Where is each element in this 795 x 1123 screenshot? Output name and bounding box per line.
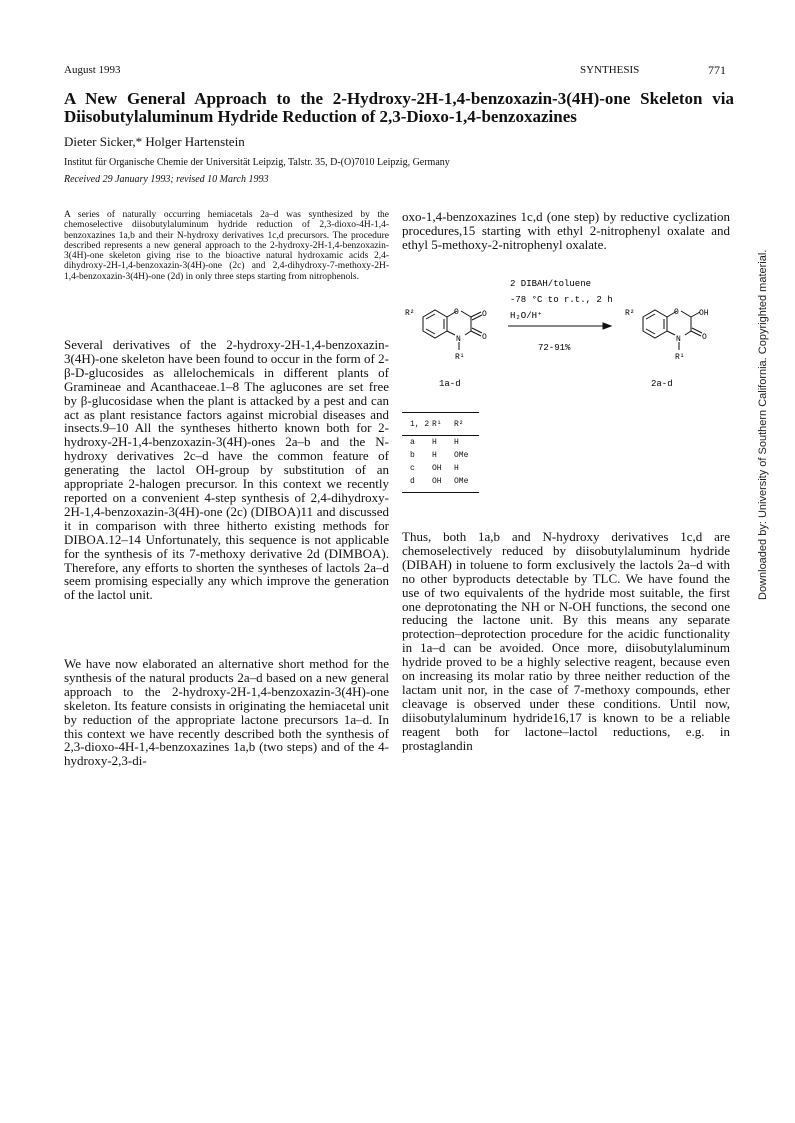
page-number: 771 — [708, 63, 726, 77]
table-cell: H — [454, 438, 459, 447]
table-row — [402, 436, 479, 449]
table-cell: H — [432, 451, 437, 460]
table-cell: OMe — [454, 477, 469, 486]
paragraph: Thus, both 1a,b and N-hydroxy derivatives 1c,d are chemoselectively reduced by diisobutylaluminum hydride (DIBAH) in toluene to form exclusively the lactols 2a–d with no other byproducts detectable by TLC. We have found the use of two equivalents of the hydride most suitable, the first one deprotonating the NH or N-OH functions, the second one reducing the lactone unit. By this means any separate protection–deprotection procedure for the acidic functionality in 1a–d can be avoided. Once more, diisobutylaluminum hydride proved to be a highly selective reagent, because even on increasing its molar ratio by three neither reduction of the lactam unit nor, in the case of 7-methoxy compounds, ether cleavage is observed under these conditions. Until now, diisobutylaluminum hydride16,17 is known to be a reliable reagent both for lactone–lactol reductions, e.g. in prostaglandin — [402, 529, 730, 753]
body-right-bottom — [402, 530, 730, 753]
table-cell: OH — [432, 477, 442, 486]
table-cell: a — [410, 438, 415, 447]
table-header-row — [402, 413, 479, 435]
table-cell: c — [410, 464, 415, 473]
r1-label-product: R¹ — [675, 353, 685, 362]
header-date: August 1993 — [64, 64, 121, 76]
header-journal: SYNTHESIS — [580, 64, 640, 76]
download-watermark-text: Downloaded by: University of Southern California. Copyrighted material. — [757, 249, 769, 600]
paragraph: oxo-1,4-benzoxazines 1c,d (one step) by reductive cyclization procedures,15 starting with ethyl 2-nitrophenyl oxalate and ethyl 5-methoxy-2-nitrophenyl oxalate. — [402, 209, 730, 252]
start-compound-label: 1a-d — [439, 379, 461, 389]
workup-text: H₂O/H⁺ — [510, 311, 543, 321]
carbonyl-oxygen-label: O — [482, 333, 487, 342]
table-row — [402, 449, 479, 462]
oxygen-label: O — [454, 308, 459, 317]
carbonyl-oxygen-label: O — [702, 333, 707, 342]
table-header-cell: 1, 2 — [410, 419, 430, 429]
reagent-text: 2 DIBAH/toluene — [510, 279, 592, 289]
table-cell: H — [454, 464, 459, 473]
table-cell: OH — [432, 464, 442, 473]
table-header-cell: R¹ — [432, 419, 442, 429]
body-right-top — [402, 210, 730, 252]
table-cell: d — [410, 477, 415, 486]
table-row — [402, 462, 479, 475]
abstract-text: A series of naturally occurring hemiacetals 2a–d was synthesized by the chemoselective diisobutylaluminum hydride reduction of 2,3-dioxo-4H-1,4-benzoxazines 1a,b and their N-hydroxy derivatives 1c,d precursors. The procedure described represents a new general approach to the 2-hydroxy-2H-1,4-benzoxazin-3(4H)-one skeleton giving rise to the bioactive natural hydroxamic acids 2,4-dihydroxy-2H-1,4-benzoxazin-3(4H)-one (2c) and 2,4-dihydroxy-7-methoxy-2H-1,4-benzoxazin-3(4H)-one (2d) in only three steps starting from nitrophenols. — [64, 210, 389, 282]
r2-label-product: R² — [625, 309, 635, 318]
authors: Dieter Sicker,* Holger Hartenstein — [64, 134, 245, 149]
abstract — [64, 210, 389, 282]
body-left-para-2 — [64, 657, 389, 768]
benzoxazine-dione-structure — [423, 310, 482, 350]
table-cell: OMe — [454, 451, 469, 460]
article-title: A New General Approach to the 2-Hydroxy-2H-1,4-benzoxazin-3(4H)-one Skeleton via Diisobutylaluminum Hydride Reduction of 2,3-Dioxo-1,4-benzoxazines — [64, 89, 734, 126]
paragraph: We have now elaborated an alternative short method for the synthesis of the natural products 2a–d based on a new general approach to the 2-hydroxy-2H-1,4-benzoxazin-3(4H)-one skeleton. Its feature consists in originating the hemiacetal unit by reduction of the appropriate lactone precursors 1a–d. In this context we have recently described both the synthesis of 2,3-dioxo-4H-1,4-benzoxazines 1a,b (two steps) and of the 4-hydroxy-2,3-di- — [64, 656, 389, 769]
conditions-text: -78 °C to r.t., 2 h — [510, 295, 613, 305]
table-header-cell: R² — [454, 419, 464, 429]
table-rule-bottom — [402, 492, 479, 493]
table-cell: b — [410, 451, 415, 460]
carbonyl-oxygen-label: O — [482, 310, 487, 319]
paragraph: Several derivatives of the 2-hydroxy-2H-1,4-benzoxazin-3(4H)-one skeleton have been found to occur in the form of 2-β-D-glucosides as allelochemicals in different plants of Gramineae and Acanthaceae.1–8 The aglucones are set free by β-glucosidase when the plant is attacked by a pest and can act as plant resistance factors against microbial diseases and insects.9–10 All the syntheses hitherto known both for 2-hydroxy-2H-1,4-benzoxazin-3(4H)-ones 2a–b and the N-hydroxy derivatives 2c–d have the common feature of generating the lactol OH-group by substitution of an appropriate 2-halogen precursor. In this context we recently reported on a convenient 4-step synthesis of 2,4-dihydroxy-2H-1,4-benzoxazin-3(4H)-one (2c) (DIBOA)11 and discussed it in comparison with three hitherto existing methods for DIBOA.12–14 Unfortunately, this sequence is not applicable for the synthesis of its 7-methoxy derivative 2d (DIMBOA). Therefore, any efforts to shorten the syntheses of lactols 2a–d seem promising especially any which improve the generation of the lactol unit. — [64, 337, 389, 603]
affiliation: Institut für Organische Chemie der Universität Leipzig, Talstr. 35, D-(O)7010 Leipzig, Germany — [64, 157, 450, 168]
hydroxy-benzoxazinone-structure — [643, 310, 702, 350]
hydroxyl-label: OH — [699, 309, 709, 318]
yield-text: 72-91% — [538, 343, 571, 353]
substituent-table — [402, 412, 479, 493]
r2-label-start: R² — [405, 309, 415, 318]
reaction-arrow — [508, 323, 611, 329]
nitrogen-label: N — [676, 335, 681, 344]
body-left-para-1 — [64, 338, 389, 602]
table-row — [402, 475, 479, 488]
nitrogen-label: N — [456, 335, 461, 344]
table-cell: H — [432, 438, 437, 447]
reaction-scheme — [395, 268, 715, 393]
received-date: Received 29 January 1993; revised 10 March 1993 — [64, 174, 269, 185]
product-compound-label: 2a-d — [651, 379, 673, 389]
r1-label-start: R¹ — [455, 353, 465, 362]
oxygen-label: O — [674, 308, 679, 317]
